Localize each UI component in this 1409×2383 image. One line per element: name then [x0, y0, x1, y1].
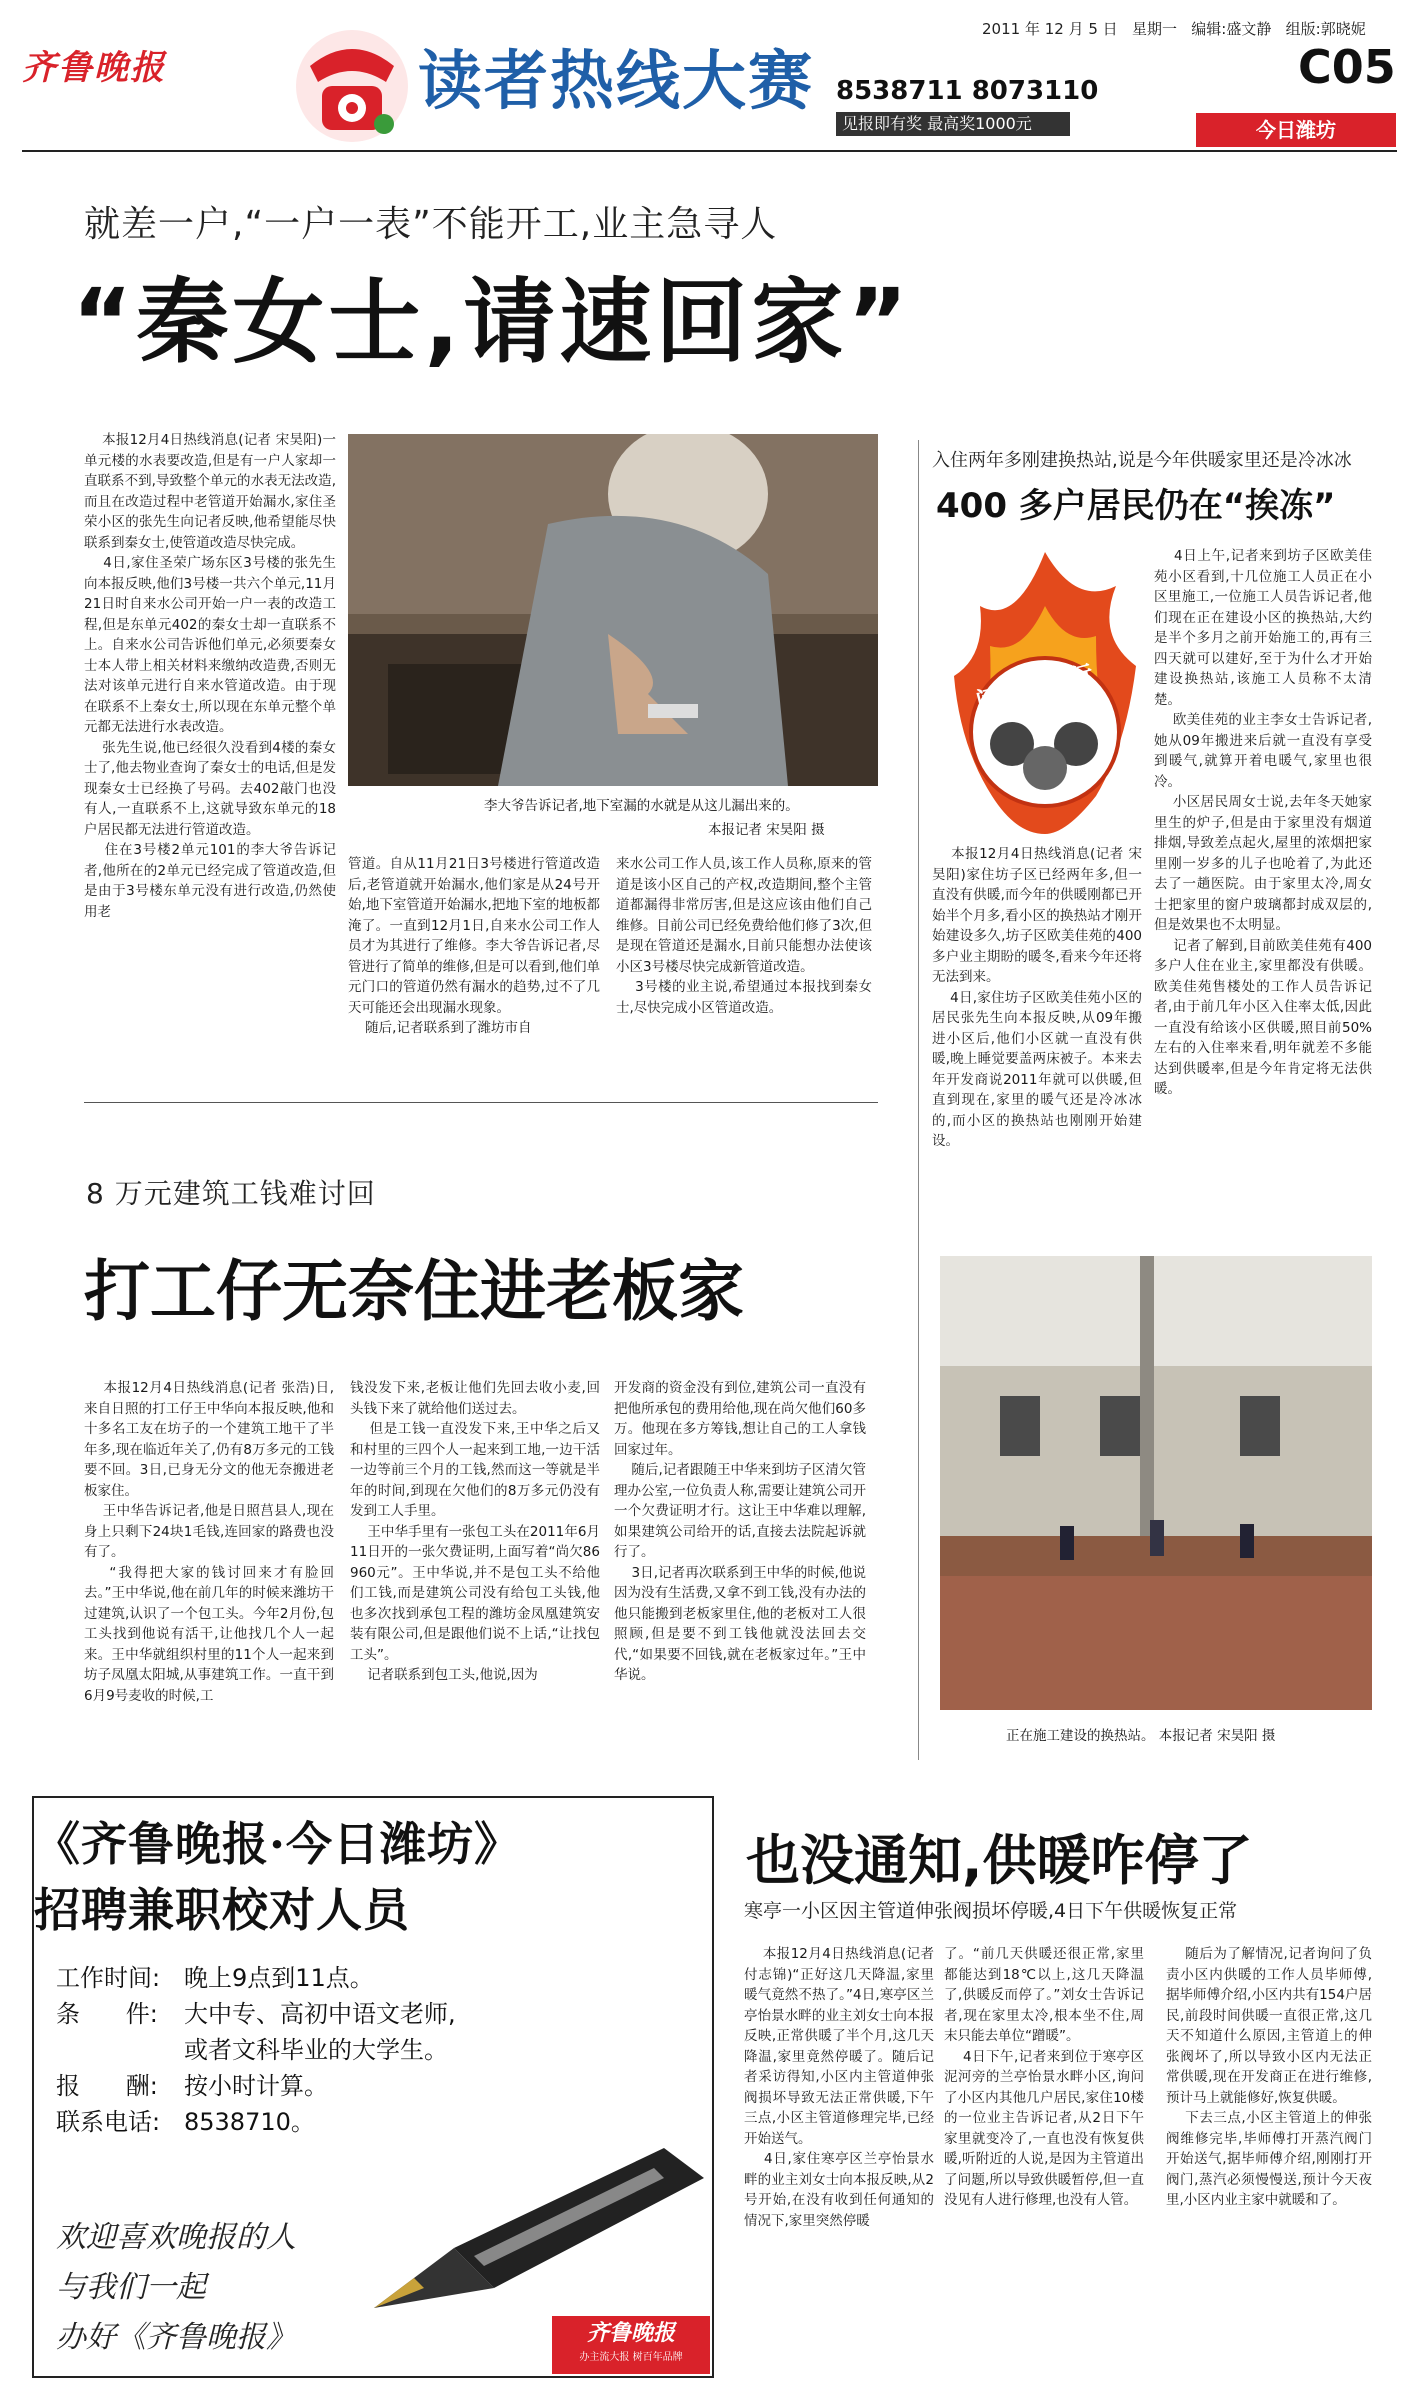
section-tag: 今日潍坊 — [1196, 113, 1396, 147]
story4-headline[interactable]: 也没通知,供暖咋停了 — [746, 1829, 1253, 1892]
story1-col1: 本报12月4日热线消息(记者 宋昊阳)一单元楼的水表要改造,但是有一户人家却一直联系不到,导致整个单元的水表无法改造,而且在改造过程中老管道开始漏水,家住圣荣小区的张先生向记者反映,他希望能尽快联系到秦女士,使管道改造尽快完成。 4日,家住圣荣广场东区3号楼的张先生向本报反映,他们3号楼一共六个单元,11月21日时自来水公司开始一户一表的改造工程,但是东单元402的秦女士却一直联系不上。自来水公司告诉他们单元,必须要秦女士本人带上相关材料来缴纳改造费,否则无法对该单元进行自来水管道改造。由于现在联系不上秦女士,所以现在东单元整个单元都无法进行水表改造。 张先生说,他已经很久没看到4楼的秦女士了,他去物业查询了秦女士的电话,但是发现秦女士已经换了号码。去402敲门也没有人,一直联系不上,这就导致东单元的18户居民都无法进行管道改造。 住在3号楼2单元101的李大爷告诉记者,他所在的2单元已经完成了管道改造,但是由于3号楼东单元没有进行改造,仍然使用老 — [84, 432, 336, 920]
layout-editor: 组版:郭晓妮 — [1285, 20, 1366, 38]
editor: 编辑:盛文静 — [1191, 20, 1272, 38]
ad-row: 或者文科毕业的大学生。 — [184, 2036, 448, 2064]
story3-kicker: 8 万元建筑工钱难讨回 — [86, 1177, 376, 1210]
ad-row: 条 件: 大中专、高初中语文老师, — [56, 2000, 456, 2028]
story3-col3: 开发商的资金没有到位,建筑公司一直没有把他所承包的费用给他,现在尚欠他们60多万。他现在多方筹钱,想让自己的工人拿钱回家过年。 随后,记者跟随王中华来到坊子区清欠管理办公室,一位负责人称,需要让建筑公司开一个欠费证明才行。这让王中华难以理解,如果建筑公司给开的话,直接去法院起诉就行了。 3日,记者再次联系到王中华的时候,他说因为没有生活费,又拿不到工钱,没有办法的他只能搬到老板家里住,他的老板对工人很照顾,但是要不到工钱他就没法回去交代,“如果要不回钱,就在老板家过年。”王中华说。 — [614, 1380, 867, 1683]
story1-credit: 本报记者 宋昊阳 摄 — [708, 822, 825, 838]
banner-phone: 8538711 8073110 — [836, 76, 1099, 106]
story1-divider — [84, 1102, 878, 1103]
story4-col3: 随后为了解情况,记者询问了负责小区内供暖的工作人员毕师傅,据毕师傅介绍,小区内共有154户居民,前段时间供暖一直很正常,这几天不知道什么原因,主管道上的伸张阀坏了,所以导致小区内无法正常供暖,现在开发商正在进行维修,预计马上就能修好,恢复供暖。 下去三点,小区主管道上的伸张阀维修完毕,毕师傅打开蒸汽阀门开始送气,据毕师傅介绍,刚刚打开阀门,蒸汽必须慢慢送,预计今天夜里,小区内业主家中就暖和了。 — [1166, 1946, 1372, 2208]
story3-headline[interactable]: 打工仔无奈住进老板家 — [84, 1253, 744, 1330]
ad-row: 工作时间: 晚上9点到11点。 — [56, 1964, 374, 1992]
ad-footer-logo: 齐鲁晚报 — [586, 2320, 675, 2346]
ad-subtitle: 招聘兼职校对人员 — [34, 1883, 410, 1937]
banner-title: 读者热线大赛 — [418, 45, 814, 119]
telephone-icon — [292, 26, 412, 146]
story1-photo — [348, 434, 878, 786]
story4-col1: 本报12月4日热线消息(记者 付志锦)“正好这几天降温,家里暖气竟然不热了。”4日,寒亭区兰亭怡景水畔的业主刘女士向本报反映,正常供暖了半个月,这几天降温,家里竟然停暖了。随后记者采访得知,小区内主管道伸张阀损坏导致无法正常供暖,下午三点,小区主管道修理完毕,已经开始送气。 4日,家住寒亭区兰亭怡景水畔的业主刘女士向本报反映,从2号开始,在没有收到任何通知的情况下,家里突然停暖 — [744, 1946, 934, 2229]
page-number: C05 — [1298, 40, 1396, 94]
story2-column-divider — [918, 440, 919, 1760]
ad-script-line-3: 办好《齐鲁晚报》 — [56, 2320, 296, 2355]
story2-col0: 本报12月4日热线消息(记者 宋昊阳)家住坊子区已经两年多,但一直没有供暖,而今年的供暖刚都已开始半个月多,看小区的换热站才刚开始建设多久,坊子区欧美佳苑的400多户业主期盼的暖冬,看来今年还将无法到来。 4日,家住坊子区欧美佳苑小区的居民张先生向本报反映,从09年搬进小区后,他们小区就一直没有供暖,晚上睡觉要盖两床被子。本来去年开发商说2011年就可以供暖,但直到现在,家里的暖气还是冷冰冰的,而小区的换热站也刚刚开始建设。 — [932, 846, 1142, 1149]
date: 2011 年 12 月 5 日 — [982, 20, 1118, 38]
story1-headline[interactable]: “秦女士,请速回家” — [72, 269, 912, 376]
ad-title: 《齐鲁晚报·今日潍坊》 — [34, 1817, 522, 1871]
ad-row: 报 酬: 按小时计算。 — [56, 2072, 328, 2100]
story3-col1: 本报12月4日热线消息(记者 张浩)日,来自日照的打工仔王中华向本报反映,他和十多名工友在坊子的一个建筑工地干了半年多,现在临近年关了,仍有8万多元的工钱要不回。3日,已身无分文的他无奈搬进老板家住。 王中华告诉记者,他是日照莒县人,现在身上只剩下24块1毛钱,连回家的路费也没有了。 “我得把大家的钱讨回来才有脸回去。”王中华说,他在前几年的时候来潍坊干过建筑,认识了一个包工头。今年2月份,包工头找到他说有活干,让他找几个人一起来。王中华就组织村里的11个人一起来到坊子凤凰太阳城,从事建筑工作。一直干到6月9号麦收的时候,工 — [84, 1380, 334, 1704]
recruitment-ad[interactable] — [32, 1796, 714, 2378]
masthead-logo[interactable]: 齐鲁晚报 — [22, 48, 166, 88]
fountain-pen-icon — [364, 2138, 708, 2314]
ad-row: 联系电话: 8538710。 — [56, 2108, 315, 2136]
story3-col2: 钱没发下来,老板让他们先回去收小麦,回头钱下来了就给他们送过去。 但是工钱一直没发下来,王中华之后又和村里的三四个人一起来到工地,一边干活一边等前三个月的工钱,然而这一等就是半年的时间,到现在欠他们的8万多元仍没有发到工人手里。 王中华手里有一张包工头在2011年6月11日开的一张欠费证明,上面写着“尚欠86960元”。王中华说,并不是包工头不给他们工钱,而是建筑公司没有给包工头钱,他也多次找到承包工程的潍坊金凤凰建筑安装有限公司,但是跟他们说不上话,“让找包工头”。 记者联系到包工头,他说,因为 — [350, 1380, 600, 1683]
story1-col3: 来水公司工作人员,该工作人员称,原来的管道是该小区自己的产权,改造期间,整个主管道都漏得非常厉害,但是这应该由他们自己维修。目前公司已经免费给他们修了3次,但是现在管道还是漏水,目前只能想办法使该小区3号楼尽快完成新管道改造。 3号楼的业主说,希望通过本报找到秦女士,尽快完成小区管道改造。 — [616, 856, 872, 1016]
story2-photo — [940, 1256, 1372, 1710]
story1-kicker: 就差一户,“一户一表”不能开工,业主急寻人 — [84, 204, 778, 245]
story4-kicker: 寒亭一小区因主管道伸张阀损坏停暖,4日下午供暖恢复正常 — [744, 1900, 1238, 1922]
ad-footer — [552, 2316, 710, 2374]
story2-headline[interactable]: 400 多户居民仍在“挨冻” — [936, 486, 1336, 526]
masthead-divider — [22, 150, 1397, 152]
story2-col1: 4日上午,记者来到坊子区欧美佳苑小区看到,十几位施工人员正在小区里施工,一位施工人员告诉记者,他们现在正在建设小区的换热站,大约是半个多月之前开始施工的,再有三四天就可以建好,至于为什么才开始建设换热站,该施工人员称不太清楚。 欧美佳苑的业主李女士告诉记者,她从09年搬进来后就一直没有享受到暖气,就算开着电暖气,家里也很冷。 小区居民周女士说,去年冬天她家里生的炉子,但是由于家里没有烟道排烟,导致差点起火,屋里的浓烟把家里刚一岁多的儿子也呛着了,为此还去了一趟医院。由于家里太冷,周女士把家里的窗户玻璃都封成双层的,但是效果也不太明显。 记者了解到,目前欧美佳苑有400多户人住在业主,家里都没有供暖。欧美佳苑售楼处的工作人员告诉记者,由于前几年小区入住率太低,因此一直没有给该小区供暖,照目前50%左右的入住率来看,明年就差不多能达到供暖率,但是今年肯定将无法供暖。 — [1154, 548, 1372, 1097]
issue-date — [982, 18, 1366, 39]
story2-kicker: 入住两年多刚建换热站,说是今年供暖家里还是冷冰冰 — [932, 450, 1352, 471]
badge-title: 问暖三人行 — [973, 659, 1097, 717]
story1-caption: 李大爷告诉记者,地下室漏的水就是从这儿漏出来的。 — [484, 798, 799, 814]
ad-rows — [56, 1960, 456, 2140]
story2-caption: 正在施工建设的换热站。 本报记者 宋昊阳 摄 — [1006, 1728, 1276, 1744]
ad-script-line-1: 欢迎喜欢晚报的人 — [56, 2220, 296, 2255]
banner-slogan: 见报即有奖 最高奖1000元 — [836, 112, 1070, 136]
story1-col2: 管道。自从11月21日3号楼进行管道改造后,老管道就开始漏水,他们家是从24号开始,地下室管道开始漏水,把地下室的地板都淹了。一直到12月1日,自来水公司工作人员才为其进行了维修。李大爷告诉记者,尽管进行了简单的维修,但是可以看到,他们单元门口的管道仍然有漏水的趋势,过不了几天可能还会出现漏水现象。 随后,记者联系到了潍坊市自 — [348, 856, 600, 1036]
ad-script-line-2: 与我们一起 — [56, 2270, 206, 2305]
ad-footer-slogan: 办主流大报 树百年品牌 — [579, 2352, 683, 2363]
weekday: 星期一 — [1131, 20, 1177, 38]
story4-col2: 了。“前几天供暖还很正常,家里都能达到18℃以上,这几天降温了,供暖反而停了。”刘女士告诉记者,现在家里太冷,根本坐不住,周末只能去单位“蹭暖”。 4日下午,记者来到位于寒亭区泥河旁的兰亭怡景水畔小区,询问了小区内其他几户居民,家住10楼的一位业主告诉记者,从2日下午家里就变冷了,一直也没有恢复供暖,听附近的人说,是因为主管道出了问题,所以导致供暖暂停,但一直没见有人进行修理,也没有人管。 — [944, 1946, 1144, 2208]
